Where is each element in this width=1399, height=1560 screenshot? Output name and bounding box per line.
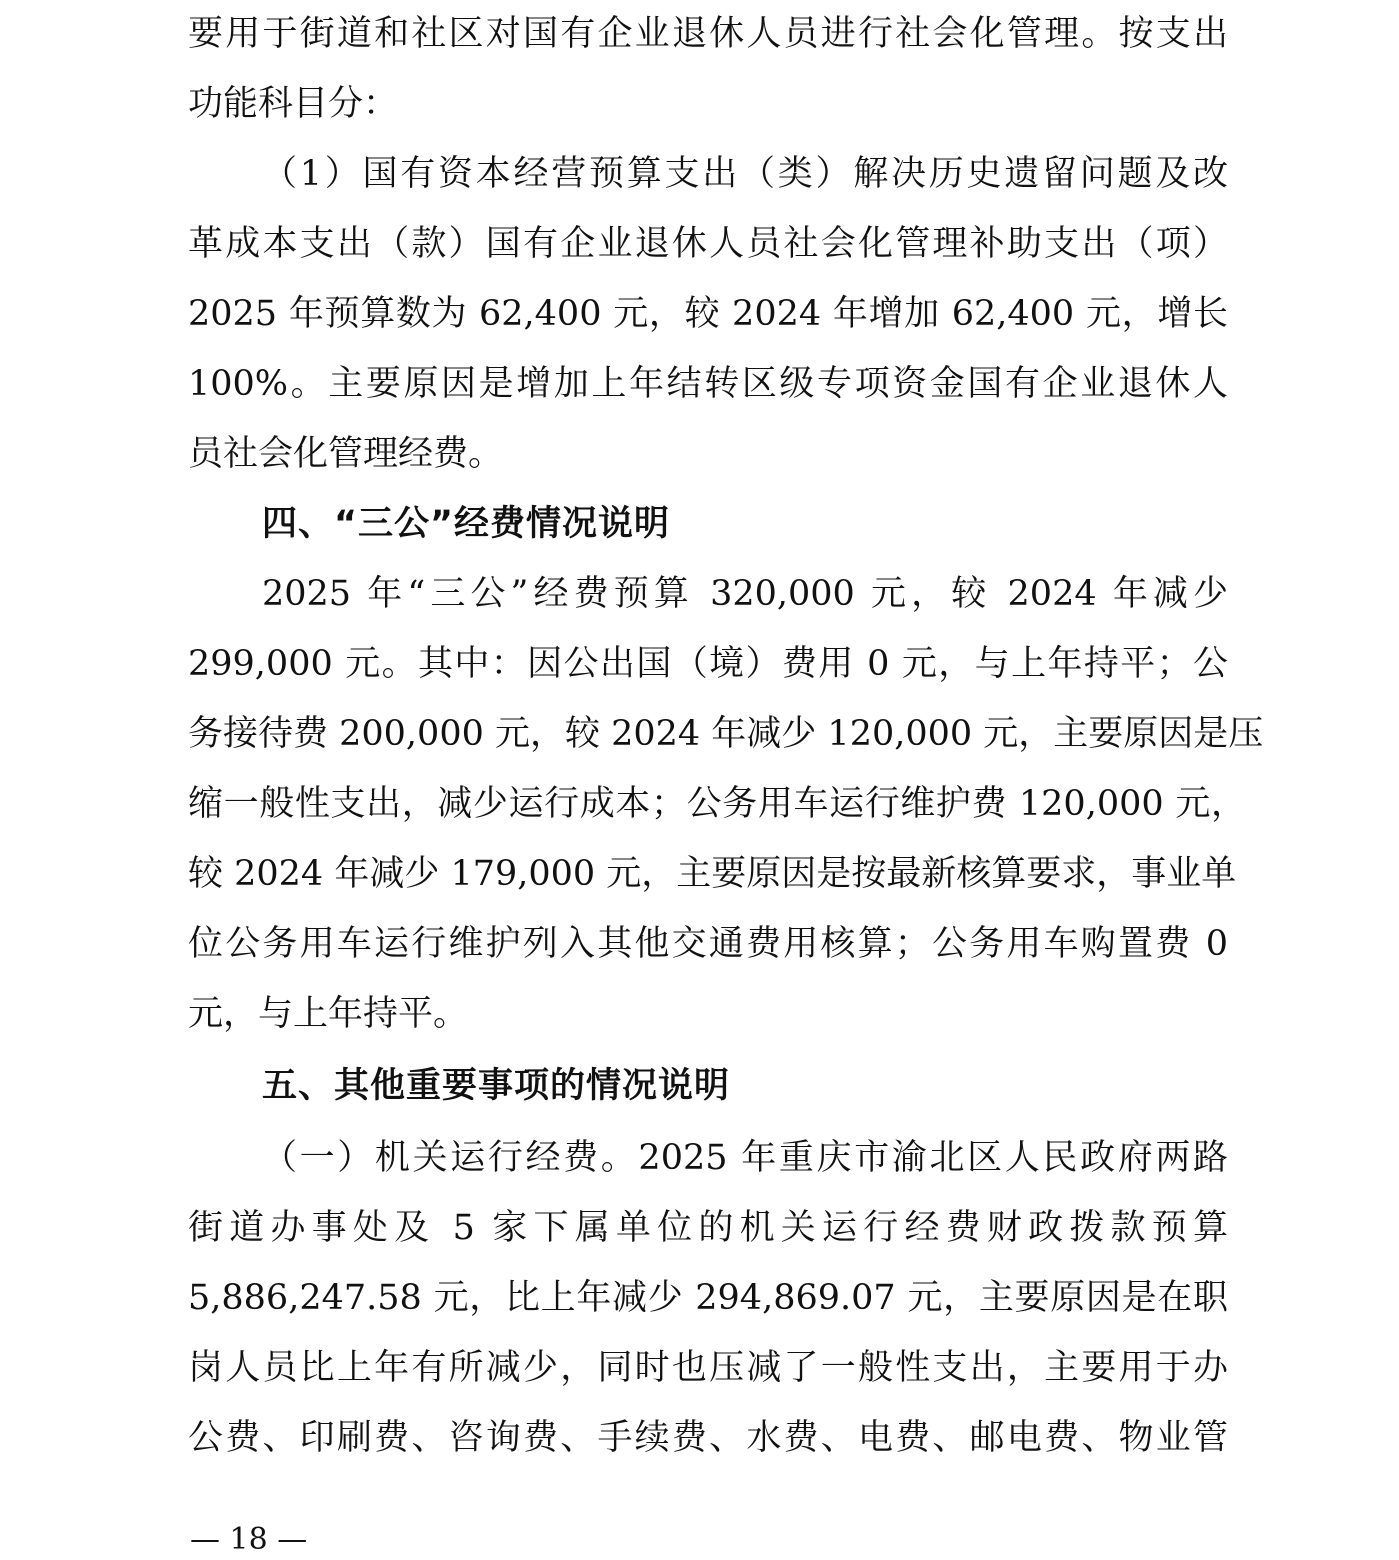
paragraph-line: （1）国有资本经营预算支出（类）解决历史遗留问题及改: [262, 154, 1228, 194]
paragraph-line: 岗人员比上年有所减少，同时也压减了一般性支出，主要用于办: [188, 1348, 1228, 1388]
paragraph-line: 元，与上年持平。: [188, 994, 469, 1034]
paragraph-line: 299,000 元。其中：因公出国（境）费用 0 元，与上年持平；公: [188, 644, 1228, 684]
paragraph-line: 要用于街道和社区对国有企业退休人员进行社会化管理。按支出: [188, 14, 1228, 54]
paragraph-line: 位公务用车运行维护列入其他交通费用核算；公务用车购置费 0: [188, 924, 1228, 964]
paragraph-line: （一）机关运行经费。2025 年重庆市渝北区人民政府两路: [262, 1138, 1228, 1178]
paragraph-line: 务接待费 200,000 元，较 2024 年减少 120,000 元，主要原因是压: [188, 714, 1264, 754]
paragraph-line: 公费、印刷费、咨询费、手续费、水费、电费、邮电费、物业管: [188, 1418, 1228, 1458]
section-heading: 四、“三公”经费情况说明: [262, 504, 671, 544]
section-heading: 五、其他重要事项的情况说明: [262, 1066, 731, 1106]
paragraph-line: 缩一般性支出，减少运行成本；公务用车运行维护费 120,000 元，: [188, 784, 1246, 824]
paragraph-line: 100%。主要原因是增加上年结转区级专项资金国有企业退休人: [188, 364, 1228, 404]
paragraph-line: 革成本支出（款）国有企业退休人员社会化管理补助支出（项）: [188, 224, 1228, 264]
paragraph-line: 较 2024 年减少 179,000 元，主要原因是按最新核算要求，事业单: [188, 854, 1237, 894]
paragraph-line: 5,886,247.58 元，比上年减少 294,869.07 元，主要原因是在职: [188, 1278, 1228, 1318]
paragraph-line: 2025 年“三公”经费预算 320,000 元，较 2024 年减少: [262, 574, 1228, 614]
paragraph-line: 街道办事处及 5 家下属单位的机关运行经费财政拨款预算: [188, 1208, 1228, 1248]
paragraph-line: 2025 年预算数为 62,400 元，较 2024 年增加 62,400 元，增长: [188, 294, 1228, 334]
paragraph-line: 功能科目分：: [188, 84, 399, 124]
page-number: — 18 —: [190, 1522, 308, 1557]
paragraph-line: 员社会化管理经费。: [188, 434, 504, 474]
